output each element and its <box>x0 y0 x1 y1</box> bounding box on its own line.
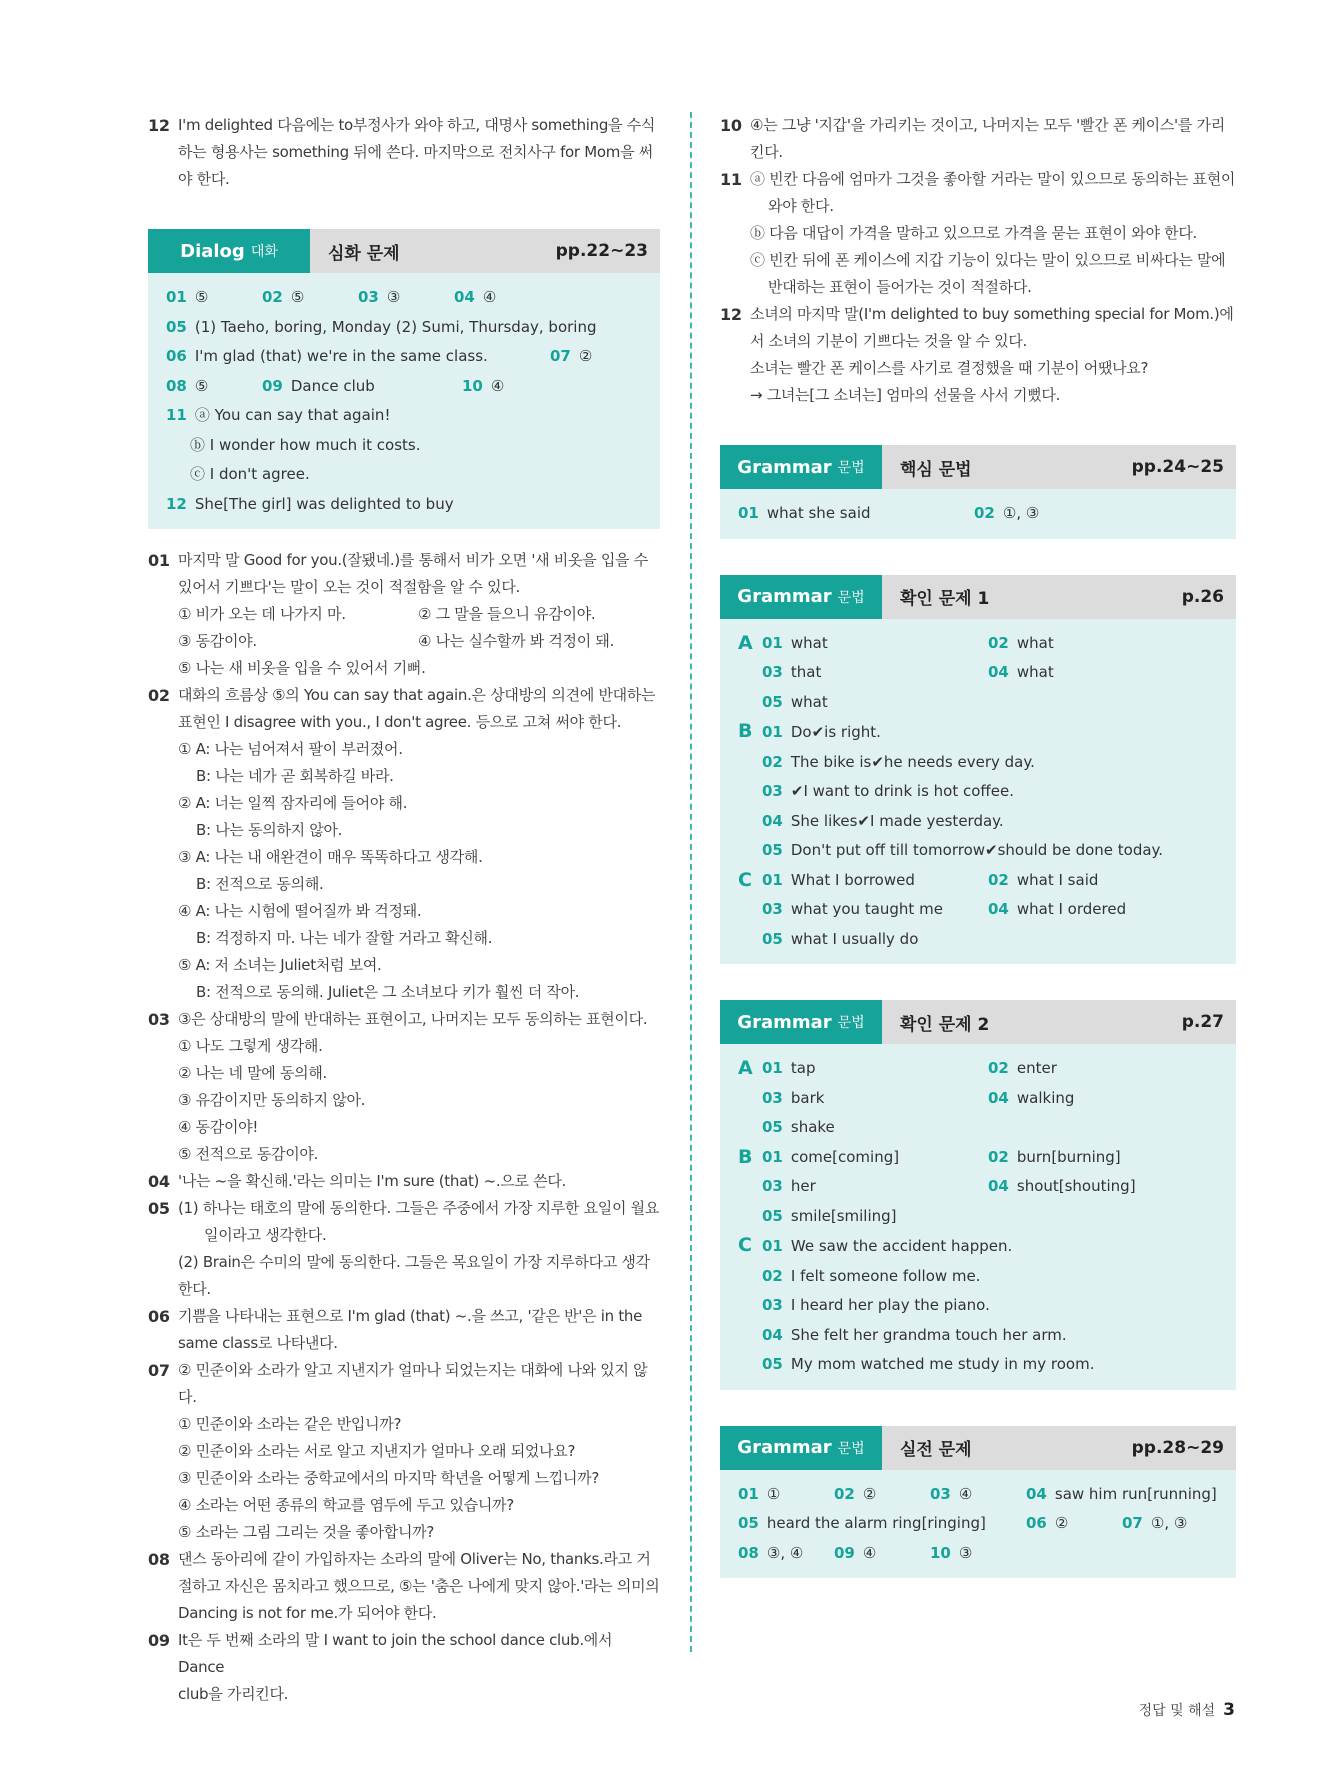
answer-row <box>738 717 1218 748</box>
item-number: 07 <box>148 1361 170 1380</box>
ans-num: 11 <box>166 406 187 424</box>
item-number: 02 <box>148 686 170 705</box>
line: → 그녀는[그 소녀는] 엄마의 선물을 사서 기뻤다. <box>750 386 1061 404</box>
box-body <box>148 273 660 529</box>
ans-num: 07 <box>550 347 571 365</box>
option: ② A: 너는 일찍 잠자리에 들어야 해. <box>178 794 408 812</box>
ans-num: 05 <box>762 1355 783 1373</box>
ans: ⓑ I wonder how much it costs. <box>190 435 421 454</box>
page-footer <box>1139 1700 1235 1720</box>
ans: I heard her play the piano. <box>790 1296 990 1314</box>
ans: Do✔is right. <box>790 723 881 741</box>
ans-num: 05 <box>762 1206 783 1225</box>
ans-num: 03 <box>762 1296 783 1314</box>
ans-num: 01 <box>762 633 783 652</box>
ans: She felt her grandma touch her arm. <box>790 1325 1067 1344</box>
option: ⑤ A: 저 소녀는 Juliet처럼 보여. <box>178 956 382 974</box>
ans-num: 05 <box>762 929 783 948</box>
tag-en: Grammar <box>737 1437 832 1458</box>
ans: what I said <box>1016 870 1099 889</box>
line: 서 소녀의 기분이 기쁘다는 것을 알 수 있다. <box>750 332 1027 350</box>
ans: ③ <box>386 288 401 306</box>
line: ⓐ 빈칸 다음에 엄마가 그것을 좋아할 거라는 말이 있으므로 동의하는 표현이 <box>750 170 1236 188</box>
option: ⑤ 소라는 그림 그리는 것을 좋아합니까? <box>178 1523 435 1541</box>
box-tag <box>148 229 310 273</box>
ans: ①, ③ <box>1002 504 1040 522</box>
box-header <box>720 1426 1236 1470</box>
answer-row <box>738 1321 1218 1351</box>
answer-row <box>738 1084 1218 1114</box>
option: ② 그 말을 들으니 유감이야. <box>418 605 596 623</box>
ans: enter <box>1016 1059 1057 1077</box>
box-title <box>886 445 1236 489</box>
title: 핵심 문법 <box>900 459 972 480</box>
answer-row <box>738 866 1218 896</box>
answer-row <box>738 688 1218 718</box>
pages: pp.24~25 <box>1131 457 1224 477</box>
line: I'm delighted 다음에는 to부정사가 와야 하고, 대명사 something을 수식 <box>178 116 656 134</box>
grammar-check2-box <box>720 1000 1236 1390</box>
tag-kr: 문법 <box>837 460 865 476</box>
section-label: C <box>738 1234 752 1256</box>
box-header <box>148 229 660 273</box>
ans-num: 10 <box>930 1543 951 1562</box>
answer-row <box>738 1509 1218 1539</box>
option: ④ 나는 실수할까 봐 걱정이 돼. <box>418 632 615 650</box>
answer-row <box>738 807 1218 837</box>
ans: ④ <box>958 1484 973 1503</box>
answer-row <box>738 1262 1218 1292</box>
answer-row <box>166 342 642 372</box>
explanation-01 <box>148 547 660 682</box>
section-label: A <box>738 631 753 654</box>
ans-num: 01 <box>738 504 759 522</box>
ans-num: 01 <box>762 1147 783 1166</box>
grammar-practice-box <box>720 1426 1236 1579</box>
answer-row <box>738 836 1218 866</box>
answer-row <box>738 1202 1218 1232</box>
option: ③ 유감이지만 동의하지 않아. <box>178 1091 366 1109</box>
ans-num: 01 <box>762 870 783 889</box>
explanation-02 <box>148 682 660 1006</box>
answer-row <box>738 1143 1218 1173</box>
item-number: 08 <box>148 1550 170 1569</box>
item-number: 12 <box>148 116 170 135</box>
ans-num: 03 <box>762 663 783 681</box>
option: ② 나는 네 말에 동의해. <box>178 1064 328 1082</box>
line: same class로 나타낸다. <box>178 1334 338 1352</box>
line: 마지막 말 Good for you.(잘됐네.)를 통해서 비가 오면 '새 비옷을 입을 수 <box>178 551 648 569</box>
item-number: 06 <box>148 1307 170 1326</box>
left-column <box>148 112 660 1708</box>
option: ③ 민준이와 소라는 중학교에서의 마지막 학년을 어떻게 느낍니까? <box>178 1469 600 1487</box>
answer-row <box>738 1113 1218 1143</box>
ans-num: 08 <box>166 376 187 395</box>
box-header <box>720 575 1236 619</box>
option: ⑤ 전적으로 동감이야. <box>178 1145 319 1163</box>
ans: tap <box>790 1059 816 1077</box>
right-column <box>720 112 1236 1596</box>
ans: what <box>1016 633 1054 652</box>
option: B: 전적으로 동의해. <box>196 875 324 893</box>
line: 소녀의 마지막 말(I'm delighted to buy something special for Mom.)에 <box>750 305 1234 323</box>
box-body <box>720 1044 1236 1390</box>
ans-num: 02 <box>762 1266 783 1285</box>
box-title <box>886 1426 1236 1470</box>
answer-row <box>738 658 1218 688</box>
ans: ④ <box>482 288 497 306</box>
answer-row <box>738 499 1218 529</box>
ans-num: 04 <box>988 663 1009 681</box>
ans: smile[smiling] <box>790 1206 897 1225</box>
ans: what you taught me <box>790 900 943 918</box>
item-number: 05 <box>148 1199 170 1218</box>
option: ④ A: 나는 시험에 떨어질까 봐 걱정돼. <box>178 902 422 920</box>
answer-row <box>738 895 1218 925</box>
line: '나는 ~을 확신해.'라는 의미는 I'm sure (that) ~.으로 쓴다. <box>178 1172 566 1190</box>
pages: p.26 <box>1181 586 1224 607</box>
ans-num: 06 <box>1026 1514 1047 1532</box>
grammar-core-box <box>720 445 1236 539</box>
line: ⓒ 빈칸 뒤에 폰 케이스에 지갑 기능이 있다는 말이 있으므로 비싸다는 말에 <box>750 251 1226 269</box>
ans-num: 01 <box>762 1059 783 1077</box>
ans-num: 04 <box>454 288 475 306</box>
option: ③ 동감이야. <box>178 632 257 650</box>
ans: what <box>1016 663 1054 681</box>
ans-num: 02 <box>262 288 283 306</box>
option: B: 걱정하지 마. 나는 네가 잘할 거라고 확신해. <box>196 929 493 947</box>
ans-num: 03 <box>930 1484 951 1503</box>
ans-num: 02 <box>988 1147 1009 1166</box>
option: ⑤ 나는 새 비옷을 입을 수 있어서 기뻐. <box>178 659 426 677</box>
option: ① 민준이와 소라는 같은 반입니까? <box>178 1415 402 1433</box>
answer-row <box>738 1172 1218 1202</box>
item-number: 01 <box>148 551 170 570</box>
pages: pp.22~23 <box>555 241 648 261</box>
option: B: 전적으로 동의해. Juliet은 그 소녀보다 키가 훨씬 더 작아. <box>196 983 580 1001</box>
ans-num: 01 <box>762 1237 783 1255</box>
explanation-11 <box>720 166 1236 301</box>
ans-num: 06 <box>166 347 187 365</box>
ans-num: 10 <box>462 376 483 395</box>
ans: The bike is✔he needs every day. <box>790 752 1035 771</box>
answer-row <box>166 313 642 343</box>
item-number: 11 <box>720 170 742 189</box>
ans: what she said <box>766 504 871 522</box>
dialog-answer-box <box>148 229 660 529</box>
ans: ② <box>1054 1514 1069 1532</box>
title: 확인 문제 1 <box>900 589 990 609</box>
pages: pp.28~29 <box>1131 1437 1224 1458</box>
box-tag <box>720 445 882 489</box>
box-header <box>720 1000 1236 1044</box>
option: ① 나도 그렇게 생각해. <box>178 1037 323 1055</box>
line: (2) Brain은 수미의 말에 동의한다. 그들은 목요일이 가장 지루하다고 생각한다. <box>178 1253 650 1298</box>
grammar-check1-box <box>720 575 1236 965</box>
box-header <box>720 445 1236 489</box>
ans-num: 01 <box>166 288 187 306</box>
ans: shake <box>790 1118 835 1136</box>
answer-row <box>166 401 642 431</box>
section-label: A <box>738 1057 753 1079</box>
section-label: B <box>738 720 753 742</box>
line: 대화의 흐름상 ⑤의 You can say that again.은 상대방의 의견에 반대하는 <box>178 686 656 704</box>
ans-num: 04 <box>988 900 1009 918</box>
ans-num: 05 <box>166 317 187 336</box>
explanation-04 <box>148 1168 660 1195</box>
option: ④ 소라는 어떤 종류의 학교를 염두에 두고 있습니까? <box>178 1496 514 1514</box>
item-number: 04 <box>148 1172 170 1191</box>
ans: bark <box>790 1088 825 1107</box>
ans-num: 03 <box>762 900 783 918</box>
ans-num: 02 <box>988 1059 1009 1077</box>
ans: ③ <box>958 1543 973 1562</box>
pages: p.27 <box>1181 1012 1224 1032</box>
option: ④ 동감이야! <box>178 1118 259 1136</box>
ans-num: 09 <box>262 376 283 395</box>
section-label: C <box>738 868 752 891</box>
line: club을 가리킨다. <box>178 1685 289 1703</box>
explanation-07 <box>148 1357 660 1546</box>
ans: ✔I want to drink is hot coffee. <box>790 782 1014 800</box>
explanation-10 <box>720 112 1236 166</box>
box-tag <box>720 1426 882 1470</box>
ans-num: 05 <box>762 1118 783 1136</box>
item-number: 12 <box>720 305 742 324</box>
ans-num: 04 <box>762 1325 783 1344</box>
option: ③ A: 나는 내 애완견이 매우 똑똑하다고 생각해. <box>178 848 483 866</box>
answer-row <box>738 777 1218 807</box>
option: ① 비가 오는 데 나가지 마. <box>178 605 346 623</box>
line: ④는 그냥 '지갑'을 가리키는 것이고, 나머지는 모두 '빨간 폰 케이스'를 가리 <box>750 116 1225 134</box>
answer-row <box>738 1350 1218 1380</box>
tag-en: Grammar <box>737 586 832 607</box>
ans: heard the alarm ring[ringing] <box>766 1514 986 1532</box>
ans-num: 02 <box>834 1484 855 1503</box>
title: 실전 문제 <box>900 1440 972 1460</box>
ans: ⑤ <box>290 288 305 306</box>
ans: ⓐ You can say that again! <box>194 406 391 424</box>
line: ⓑ 다음 대답이 가격을 말하고 있으므로 가격을 묻는 표현이 와야 한다. <box>750 224 1197 242</box>
option: ② 민준이와 소라는 서로 알고 지낸지가 얼마나 오래 되었나요? <box>178 1442 576 1460</box>
ans: We saw the accident happen. <box>790 1237 1013 1255</box>
ans-num: 04 <box>1026 1484 1047 1503</box>
ans-num: 04 <box>988 1088 1009 1107</box>
ans: her <box>790 1177 816 1195</box>
ans-num: 05 <box>738 1514 759 1532</box>
ans: ④ <box>490 376 505 395</box>
line: ③은 상대방의 말에 반대하는 표현이고, 나머지는 모두 동의하는 표현이다. <box>178 1010 648 1028</box>
answer-row <box>738 1054 1218 1084</box>
box-title <box>886 575 1236 619</box>
tag-kr: 대화 <box>250 244 278 260</box>
box-title <box>314 229 660 273</box>
tag-kr: 문법 <box>837 1015 865 1031</box>
section-label: B <box>738 1145 753 1168</box>
option: B: 나는 네가 곧 회복하길 바라. <box>196 767 394 785</box>
line: 반대하는 표현이 들어가는 것이 적절하다. <box>768 278 1032 296</box>
line: 절하고 자신은 몸치라고 했으므로, ⑤는 '춤은 나에게 맞지 않아.'라는 의미의 <box>178 1577 660 1595</box>
ans: ② <box>578 347 593 365</box>
ans: what <box>790 633 828 652</box>
line: 일이라고 생각한다. <box>204 1226 327 1244</box>
ans: ① <box>766 1484 781 1503</box>
ans: What I borrowed <box>790 870 915 889</box>
ans-num: 05 <box>762 692 783 711</box>
answer-row <box>738 1480 1218 1510</box>
column-divider <box>690 112 692 1652</box>
ans-num: 02 <box>988 633 1009 652</box>
explanation-08 <box>148 1546 660 1627</box>
answer-row <box>738 925 1218 955</box>
title: 확인 문제 2 <box>900 1014 990 1035</box>
answer-row <box>738 748 1218 778</box>
answer-row <box>166 283 642 313</box>
explanation-03 <box>148 1006 660 1168</box>
tag-kr: 문법 <box>837 589 865 606</box>
page-number: 3 <box>1223 1700 1235 1720</box>
line: 소녀는 빨간 폰 케이스를 사기로 결정했을 때 기분이 어땠나요? <box>750 359 1149 377</box>
ans-num: 02 <box>762 752 783 771</box>
ans: shout[shouting] <box>1016 1177 1136 1195</box>
answer-row <box>738 629 1218 659</box>
option: B: 나는 동의하지 않아. <box>196 821 343 839</box>
ans: come[coming] <box>790 1147 900 1166</box>
ans: Don't put off till tomorrow✔should be done today. <box>790 841 1164 859</box>
explanation-06 <box>148 1303 660 1357</box>
answer-row <box>738 1231 1218 1262</box>
box-body <box>720 1470 1236 1579</box>
box-tag <box>720 575 882 619</box>
box-body <box>720 619 1236 965</box>
ans: (1) Taeho, boring, Monday (2) Sumi, Thursday, boring <box>194 317 597 336</box>
ans-num: 03 <box>762 1088 783 1107</box>
ans: that <box>790 663 822 681</box>
line: 와야 한다. <box>768 197 834 215</box>
title: 심화 문제 <box>328 243 400 264</box>
box-title <box>886 1000 1236 1044</box>
tag-en: Dialog <box>180 240 245 262</box>
tag-en: Grammar <box>737 1011 832 1033</box>
line: 야 한다. <box>178 170 230 188</box>
ans: I'm glad (that) we're in the same class. <box>194 347 488 365</box>
line: 킨다. <box>750 143 783 161</box>
option: ① A: 나는 넘어져서 팔이 부러졌어. <box>178 740 403 758</box>
ans: what I usually do <box>790 929 919 948</box>
ans-num: 02 <box>974 504 995 522</box>
answer-row <box>738 1291 1218 1321</box>
line: 하는 형용사는 something 뒤에 쓴다. 마지막으로 전치사구 for Mom을 써 <box>178 143 653 161</box>
ans: walking <box>1016 1088 1075 1107</box>
explanation-12 <box>720 301 1236 409</box>
ans-num: 04 <box>988 1177 1009 1195</box>
ans-num: 04 <box>762 811 783 830</box>
ans: ④ <box>862 1543 877 1562</box>
ans: She[The girl] was delighted to buy <box>194 494 454 513</box>
item-number: 10 <box>720 116 742 135</box>
line: 기쁨을 나타내는 표현으로 I'm glad (that) ~.을 쓰고, '같은 반'은 in the <box>178 1307 643 1325</box>
item-number: 09 <box>148 1631 170 1650</box>
ans: ⑤ <box>194 376 209 395</box>
box-body <box>720 489 1236 539</box>
answer-row <box>166 490 642 520</box>
tag-kr: 문법 <box>837 1440 865 1457</box>
ans: I felt someone follow me. <box>790 1266 981 1285</box>
ans-num: 07 <box>1122 1514 1143 1532</box>
ans: burn[burning] <box>1016 1147 1121 1166</box>
ans-num: 02 <box>988 870 1009 889</box>
ans-num: 03 <box>358 288 379 306</box>
ans: ①, ③ <box>1150 1514 1188 1532</box>
q12-prev <box>148 112 660 193</box>
footer-label: 정답 및 해설 <box>1138 1703 1216 1719</box>
item-number: 03 <box>148 1010 170 1029</box>
ans: ③, ④ <box>766 1543 804 1562</box>
box-tag <box>720 1000 882 1044</box>
ans-num: 12 <box>166 494 187 513</box>
ans: what <box>790 692 828 711</box>
explanation-09 <box>148 1627 660 1708</box>
option-row <box>178 628 660 655</box>
line: ② 민준이와 소라가 알고 지낸지가 얼마나 되었는지는 대화에 나와 있지 않다. <box>178 1361 648 1406</box>
ans: ② <box>862 1484 877 1503</box>
ans: ⓒ I don't agree. <box>190 465 310 483</box>
ans: My mom watched me study in my room. <box>790 1355 1095 1373</box>
line: It은 두 번째 소라의 말 I want to join the school dance club.에서 Dance <box>178 1631 613 1676</box>
line: Dancing is not for me.가 되어야 한다. <box>178 1604 437 1622</box>
ans-num: 03 <box>762 1177 783 1195</box>
explanation-05 <box>148 1195 660 1303</box>
ans-num: 09 <box>834 1543 855 1562</box>
line: 표현인 I disagree with you., I don't agree. 등으로 고쳐 써야 한다. <box>178 713 622 731</box>
option-row <box>178 601 660 628</box>
answer-row <box>738 1539 1218 1569</box>
ans: She likes✔I made yesterday. <box>790 811 1004 830</box>
ans: saw him run[running] <box>1054 1484 1217 1503</box>
line: 댄스 동아리에 같이 가입하자는 소라의 말에 Oliver는 No, thanks.라고 거 <box>178 1550 651 1568</box>
tag-en: Grammar <box>737 456 832 478</box>
answer-row <box>166 372 642 402</box>
ans-num: 05 <box>762 841 783 859</box>
line: (1) 하나는 태호의 말에 동의한다. 그들은 주중에서 가장 지루한 요일이 월요 <box>178 1199 660 1217</box>
ans-num: 08 <box>738 1543 759 1562</box>
line: 있어서 기쁘다'는 말이 오는 것이 적절함을 알 수 있다. <box>178 578 521 596</box>
ans-num: 01 <box>738 1484 759 1503</box>
ans: Dance club <box>290 376 375 395</box>
ans: ⑤ <box>194 288 209 306</box>
ans: what I ordered <box>1016 900 1127 918</box>
ans-num: 01 <box>762 723 783 741</box>
ans-num: 03 <box>762 782 783 800</box>
